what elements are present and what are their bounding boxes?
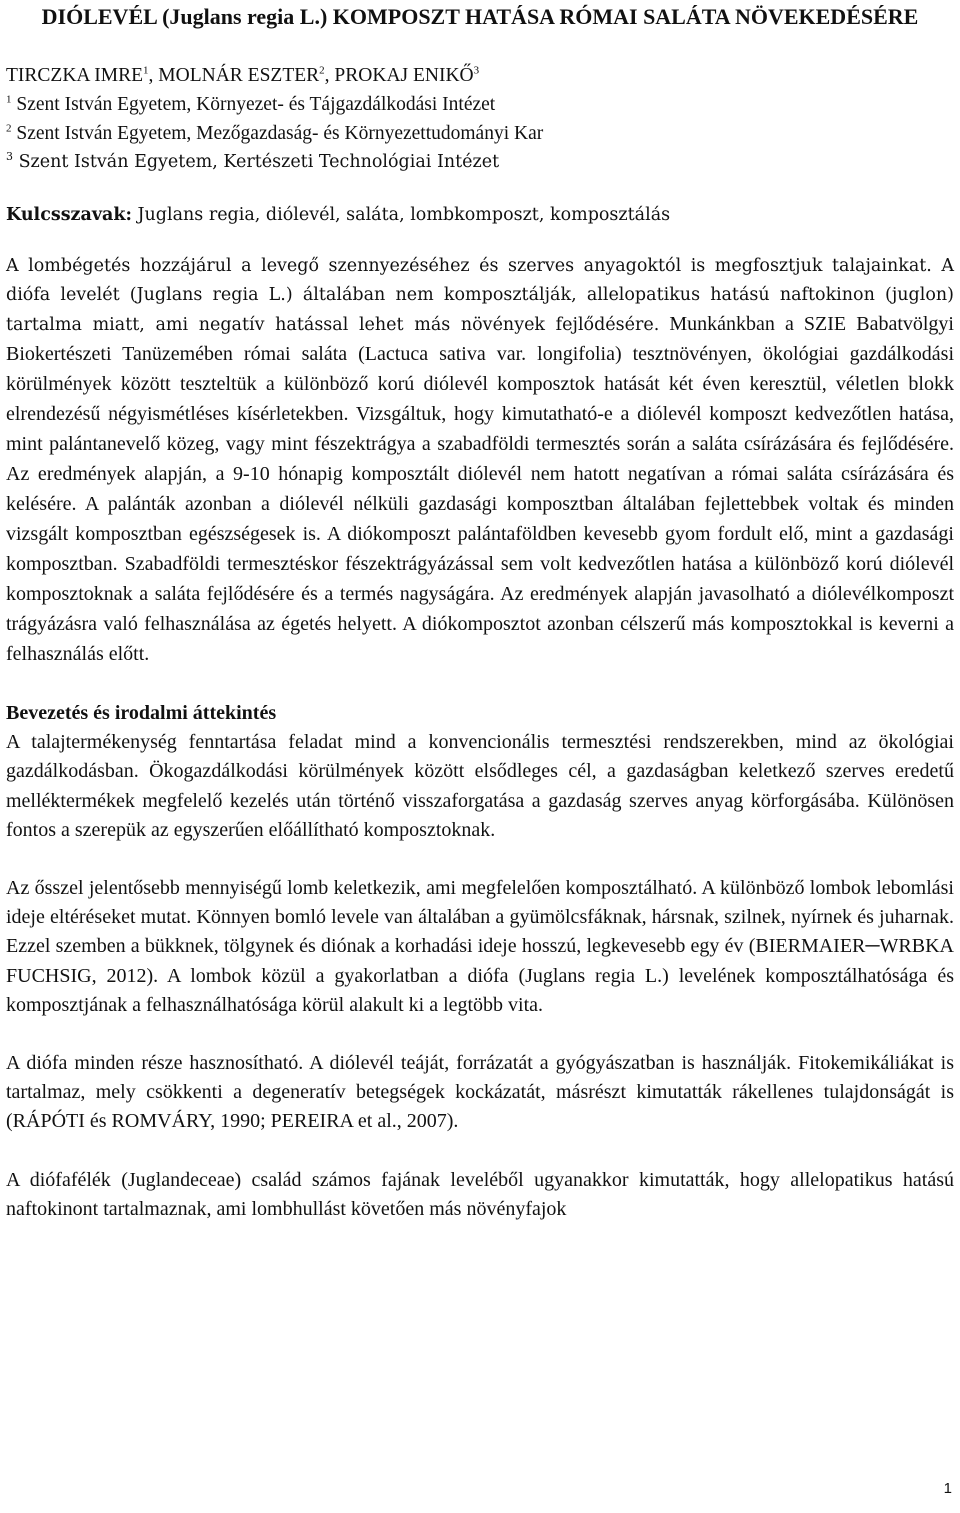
abstract-lead: A lombégetés hozzájárul a levegő szennyezéséhez és szerves anyagoktól is megfosztjuk talajainkat. A diófa levelét (Juglans regia L.) általában nem komposztálják, allelopatikus hatású naftokinon (juglon) tartalma miatt, ami negatív hatással lehet más növények fejlődésére. xyxy=(6,256,954,335)
author-3: , PROKAJ ENIKŐ xyxy=(324,65,474,86)
abstract xyxy=(6,252,954,670)
affiliation-2-text: Szent István Egyetem, Mezőgazdaság- és Környezettudományi Kar xyxy=(11,123,544,144)
paragraph-3: A diófa minden része hasznosítható. A diólevél teáját, forrázatát a gyógyászatban is használják. Fitokemikáliákat is tartalmaz, mely csökkenti a degeneratív betegségek kockázatát, másrészt kimutatták rákellenes tulajdonságát is (RÁPÓTI és ROMVÁRY, 1990; PEREIRA et al., 2007). xyxy=(6,1052,954,1133)
keywords xyxy=(6,201,954,230)
affiliation-1 xyxy=(6,90,954,119)
affiliation-2 xyxy=(6,119,954,148)
affiliation-2-sup: 2 xyxy=(6,122,12,135)
affiliation-1-sup: 1 xyxy=(6,93,12,106)
paragraph-1: A talajtermékenység fenntartása feladat mind a konvencionális termesztési rendszerekben, mind az ökológiai gazdálkodásban. Ökogazdálkodási körülmények között elsődleges cél, a gazdaságban keletkező szerves eredetű melléktermékek megfelelő kezelés után történő visszaforgatása a gazdaság szerves anyag körforgásába. Különösen fontos a szerepük az egyszerűen előállítható komposztoknak. xyxy=(6,731,954,841)
paper-title: DIÓLEVÉL (Juglans regia L.) KOMPOSZT HATÁSA RÓMAI SALÁTA NÖVEKEDÉSÉRE xyxy=(41,4,919,29)
affiliation-1-text: Szent István Egyetem, Környezet- és Tájgazdálkodási Intézet xyxy=(11,94,496,115)
document-page xyxy=(6,0,954,1224)
keywords-label: Kulcsszavak: xyxy=(6,205,132,225)
author-2-sup: 2 xyxy=(319,64,325,77)
author-1: TIRCZKA IMRE xyxy=(6,65,144,86)
author-1-sup: 1 xyxy=(143,64,149,77)
page-number: 1 xyxy=(943,1479,952,1497)
affiliation-3 xyxy=(6,148,954,177)
paragraph-4: A diófafélék (Juglandeceae) család számos fajának leveléből ugyanakkor kimutatták, hogy allelopatikus hatású naftokinont tartalmaznak, ami lombhullást követően más növényfajok xyxy=(6,1168,954,1220)
abstract-rest: Munkánkban a SZIE Babatvölgyi Biokertészeti Tanüzemében római saláta (Lactuca sativa var. longifolia) tesztnövényen, ökológiai gazdálkodási körülmények között teszteltük a különböző korú diólevél komposztok hatását két éven keresztül, véletlen blokk elrendezésű négyismétléses kísérletekben. Vizsgáltuk, hogy kimutatható-e a diólevél komposzt kedvezőtlen hatása, mint palántanevelő közeg, vagy mint fészektrágya a szabadföldi termesztés során a saláta csírázására és fejlődésére. Az eredmények alapján, a 9-10 hónapig komposztált diólevél nem hatott negatívan a római saláta csírázására és kelésére. A palánták azonban a diólevél nélküli gazdasági komposztban általában fejlettebbek voltak és minden vizsgált komposztban egészségesek is. A diókomposzt palántaföldben kevesebb gyom fordult elő, mint a gazdasági komposztban. Szabadföldi termesztéskor fészektrágyázással sem volt kedvezőtlen hatása a különböző korú diólevél komposztoknak a saláta fejlődésére és a termés nagyságára. Az eredmények alapján javasolható a diólevélkomposzt trágyázásra való felhasználása az égetés helyett. A diókomposztot azonban célszerű más komposztokkal is keverni a felhasználás előtt. xyxy=(6,313,954,665)
paragraph-2: Az ősszel jelentősebb mennyiségű lomb keletkezik, ami megfelelően komposztálható. A különböző lombok lebomlási ideje eltéréseket mutat. Könnyen bomló levele van általában a gyümölcsfáknak, hársnak, szilnek, nyírnek és juharnak. Ezzel szemben a bükknek, tölgynek és diónak a korhadási ideje hosszú, legkevesebb egy év (BIERMAIER─WRBKA FUCHSIG, 2012). A lombok közül a gyakorlatban a diófa (Juglans regia L.) levelének komposztálhatósága és komposztjának a felhasználhatósága körül alakult ki a legtöbb vita. xyxy=(6,877,954,1016)
affiliation-3-sup: 3 xyxy=(6,150,13,164)
author-3-sup: 3 xyxy=(473,64,480,77)
section-heading: Bevezetés és irodalmi áttekintés xyxy=(6,702,277,724)
author-line xyxy=(6,61,954,90)
keywords-text: Juglans regia, diólevél, saláta, lombkomposzt, komposztálás xyxy=(131,205,671,225)
affiliation-3-text: Szent István Egyetem, Kertészeti Technológiai Intézet xyxy=(13,152,500,172)
author-2: , MOLNÁR ESZTER xyxy=(148,65,320,86)
